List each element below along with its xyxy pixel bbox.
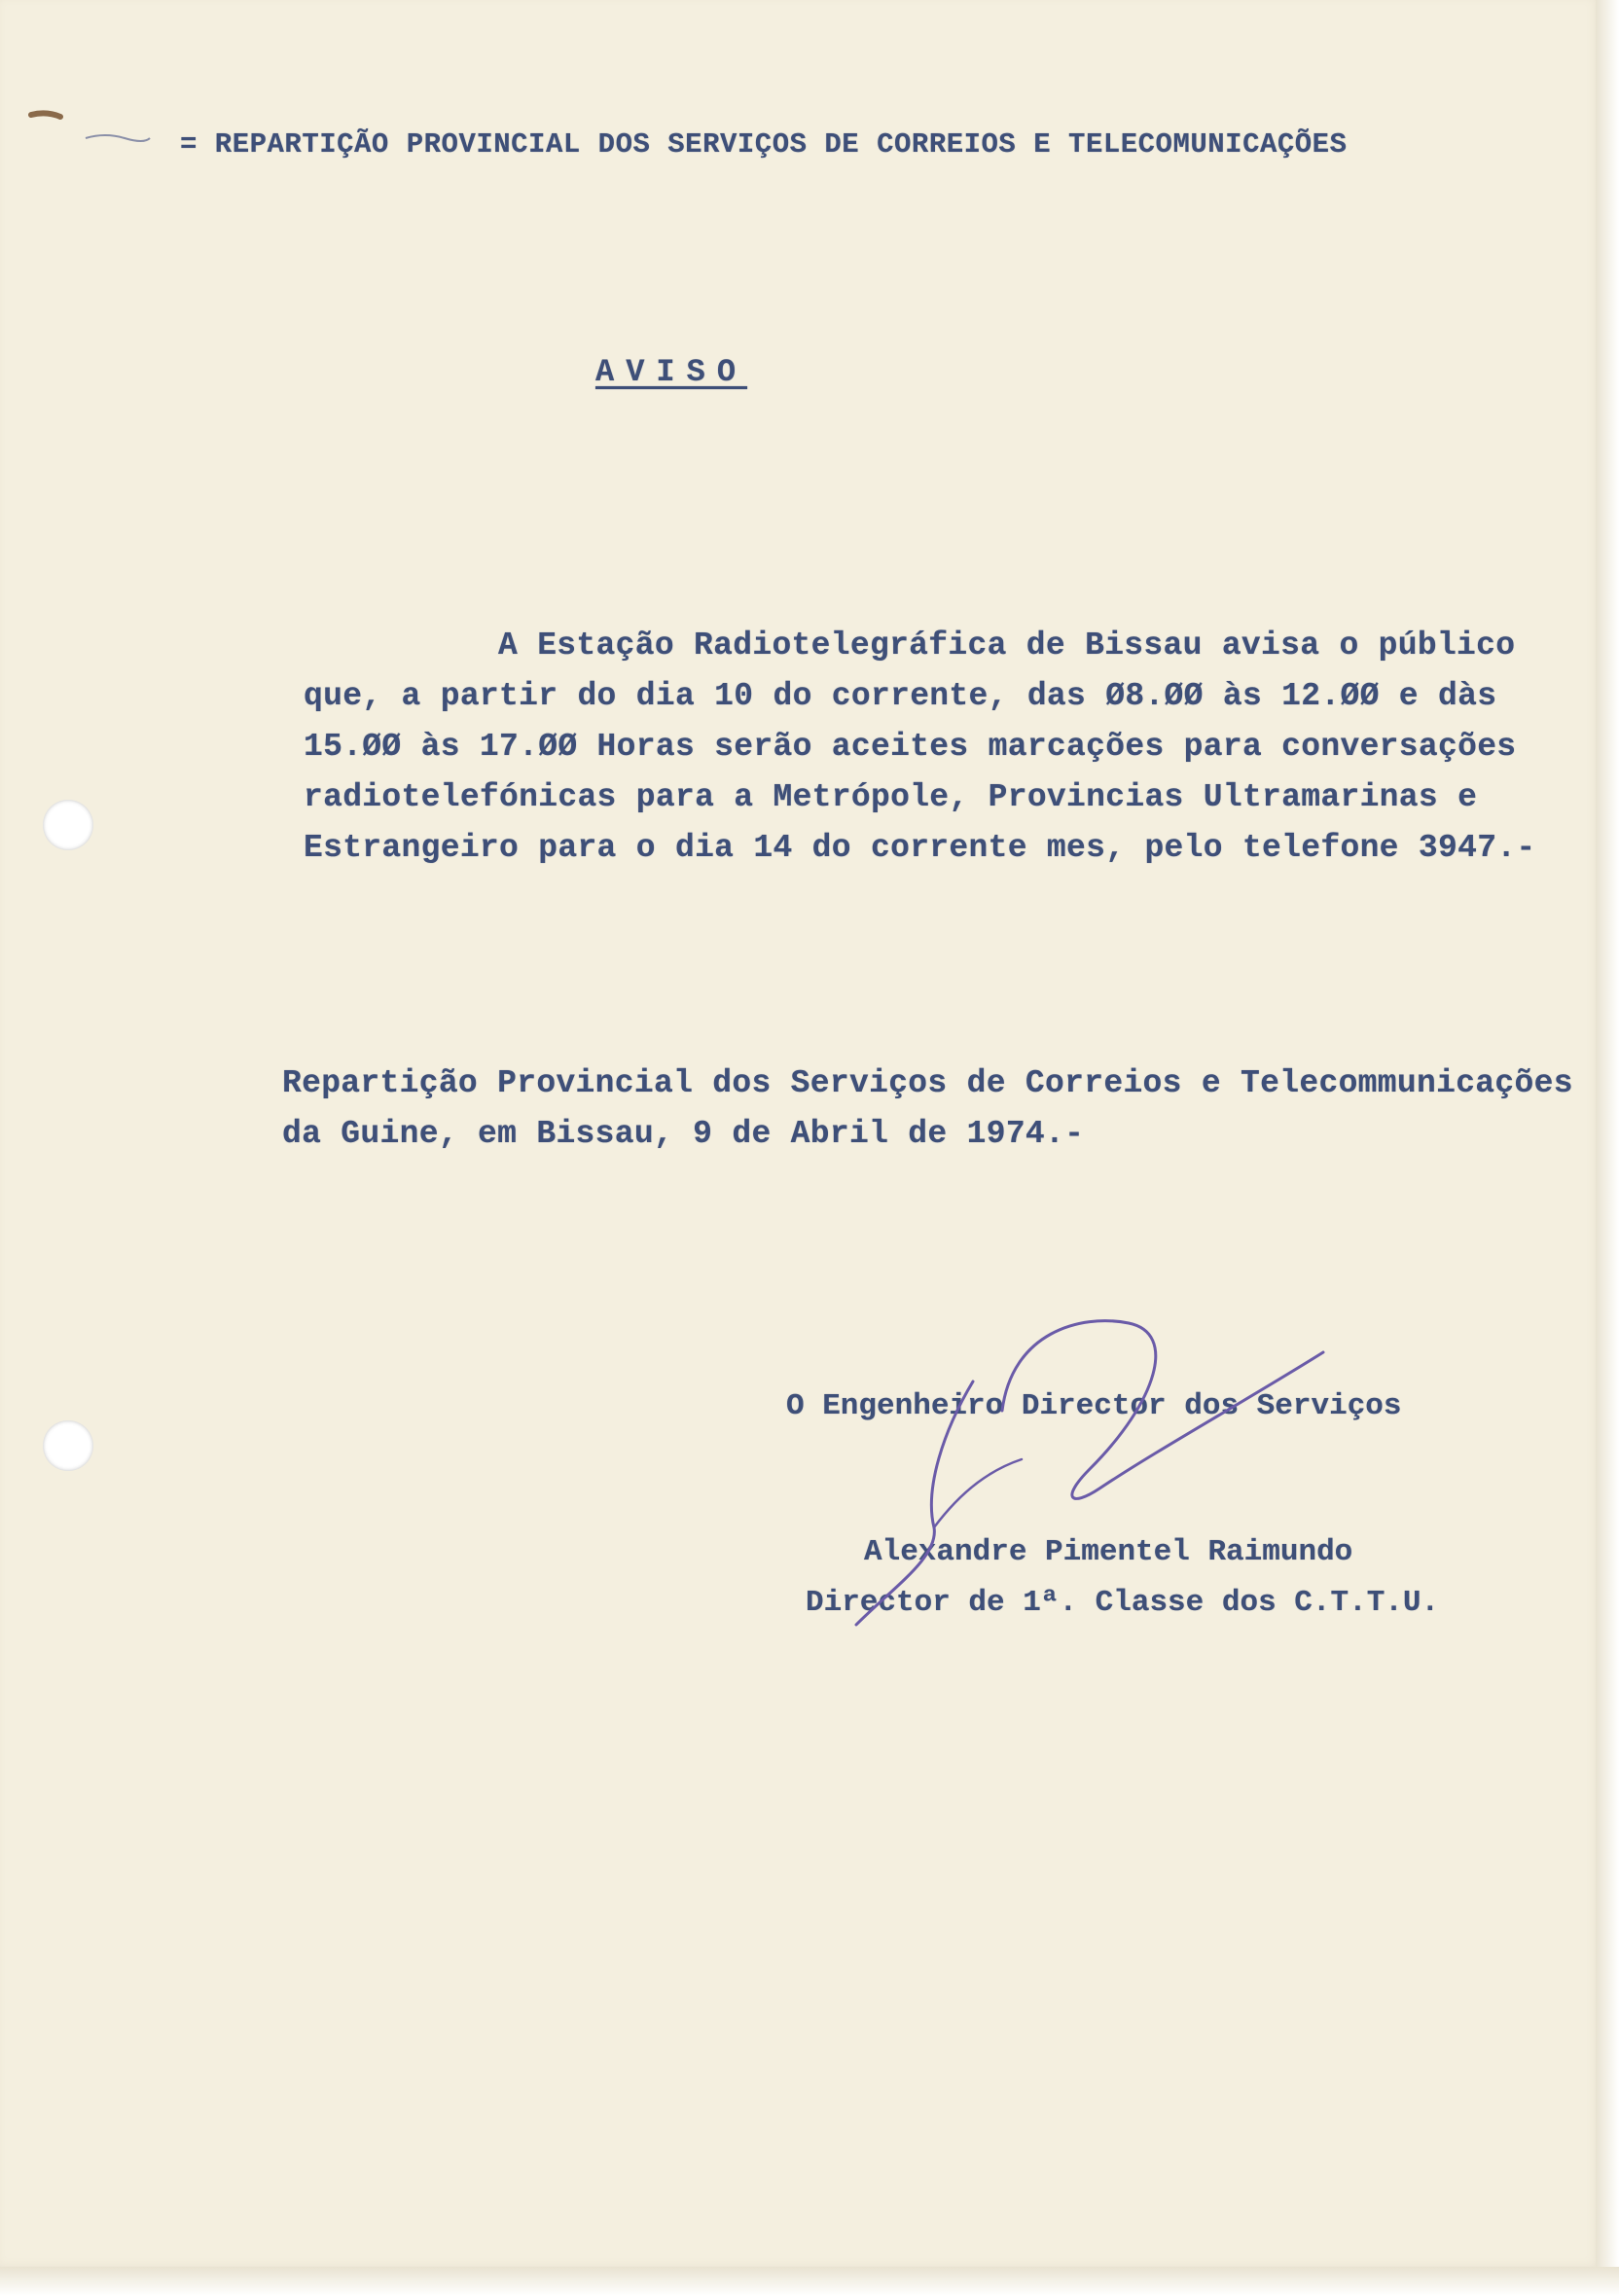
signatory-role: O Engenheiro Director dos Serviços [786, 1389, 1402, 1423]
document-header: = REPARTIÇÃO PROVINCIAL DOS SERVIÇOS DE CORREIOS E TELECOMUNICAÇÕES [180, 128, 1348, 161]
handwritten-signature [837, 1294, 1343, 1644]
body-line-1: A Estação Radiotelegráfica de Bissau avisa o público [498, 628, 1516, 664]
body-line-2: que, a partir do dia 10 do corrente, das Ø8.ØØ às 12.ØØ e dàs [304, 678, 1497, 714]
signatory-name: Alexandre Pimentel Raimundo [864, 1535, 1353, 1569]
ink-smudge-mark [27, 109, 154, 158]
closing-line-1: Repartição Provincial dos Serviços de Correios e Telecommunicações [282, 1065, 1573, 1101]
document-title: AVISO [595, 354, 748, 390]
body-line-5: Estrangeiro para o dia 14 do corrente mes, pelo telefone 3947.- [304, 830, 1536, 866]
punch-hole-bottom [43, 1420, 93, 1471]
signatory-position: Director de 1ª. Classe dos C.T.T.U. [806, 1586, 1440, 1620]
punch-hole-top [43, 800, 93, 850]
closing-line-2: da Guine, em Bissau, 9 de Abril de 1974.- [282, 1116, 1085, 1152]
body-line-4: radiotelefónicas para a Metrópole, Provincias Ultramarinas e [304, 779, 1478, 815]
page-edge-right [1596, 0, 1619, 2296]
body-line-3: 15.ØØ às 17.ØØ Horas serão aceites marcações para conversações [304, 729, 1517, 765]
page-edge-bottom [0, 2267, 1619, 2296]
